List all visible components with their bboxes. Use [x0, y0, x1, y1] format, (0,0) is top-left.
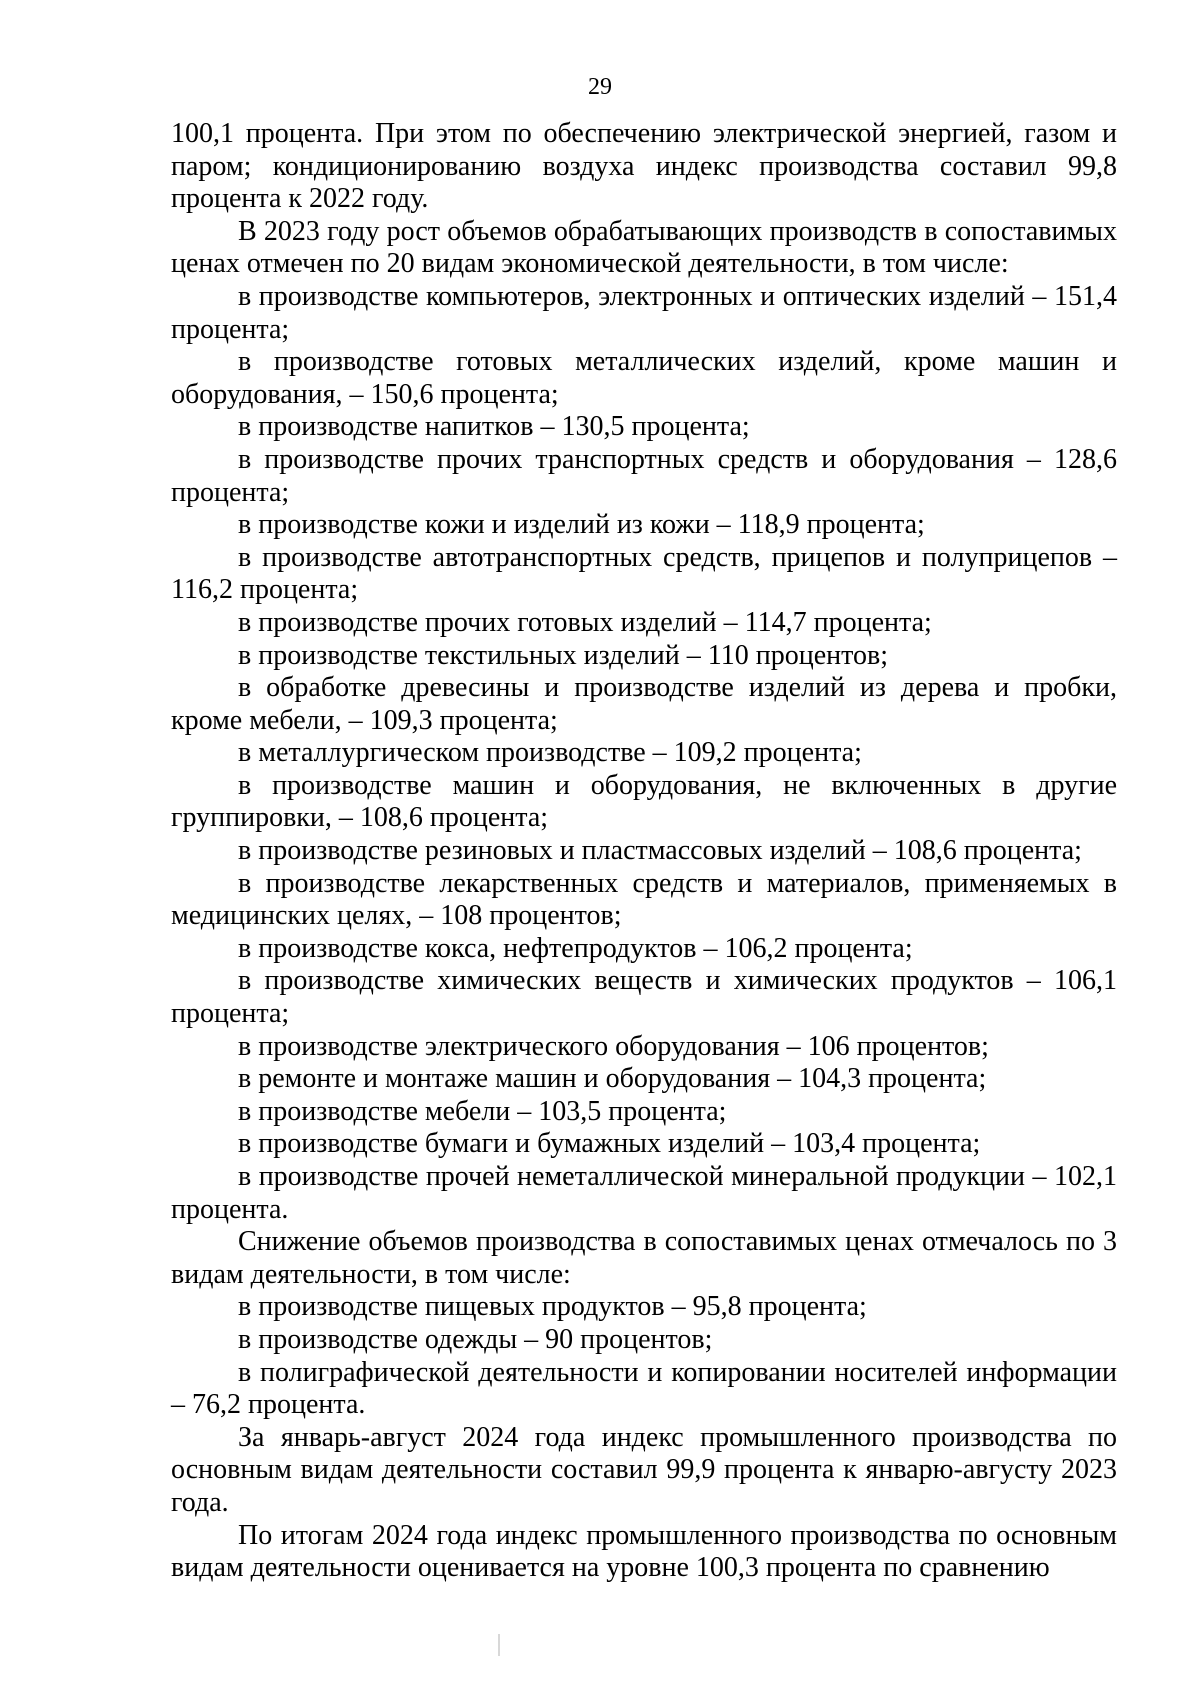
paragraph: По итогам 2024 года индекс промышленного производства по основным видам деятельности оценивается на уровне 100,3 процента по сравнению: [171, 1519, 1117, 1584]
document-body: [171, 118, 1117, 1585]
paragraph: в производстве лекарственных средств и материалов, применяемых в медицинских целях, – 108 процентов;: [171, 867, 1117, 932]
paragraph: Снижение объемов производства в сопоставимых ценах отмечалось по 3 видам деятельности, в том числе:: [171, 1226, 1117, 1290]
paragraph: 100,1 процента. При этом по обеспечению электрической энергией, газом и паром; кондиционированию воздуха индекс производства составил 99,8 процента к 2022 году.: [171, 118, 1117, 215]
paragraph: в металлургическом производстве – 109,2 процента;: [238, 737, 862, 769]
paragraph: в производстве прочих готовых изделий – 114,7 процента;: [238, 606, 932, 638]
page-number: 29: [588, 74, 612, 100]
paragraph: в производстве готовых металлических изделий, кроме машин и оборудования, – 150,6 процента;: [171, 346, 1117, 410]
paragraph: в ремонте и монтаже машин и оборудования – 104,3 процента;: [238, 1063, 987, 1095]
paragraph: в производстве электрического оборудования – 106 процентов;: [238, 1030, 989, 1062]
paragraph: в производстве кокса, нефтепродуктов – 106,2 процента;: [238, 932, 913, 964]
paragraph: в обработке древесины и производстве изделий из дерева и пробки, кроме мебели, – 109,3 процента;: [171, 672, 1117, 736]
paragraph: в производстве бумаги и бумажных изделий – 103,4 процента;: [238, 1128, 981, 1160]
paragraph: в производстве автотранспортных средств, прицепов и полуприцепов – 116,2 процента;: [171, 541, 1117, 606]
paragraph: в производстве пищевых продуктов – 95,8 процента;: [238, 1291, 867, 1323]
paragraph: в производстве мебели – 103,5 процента;: [238, 1095, 727, 1127]
scan-artifact: [498, 1634, 500, 1656]
paragraph: в производстве компьютеров, электронных и оптических изделий – 151,4 процента;: [171, 280, 1117, 345]
paragraph: в производстве машин и оборудования, не включенных в другие группировки, – 108,6 процента;: [171, 769, 1117, 834]
paragraph: За январь-август 2024 года индекс промышленного производства по основным видам деятельности составил 99,9 процента к январю-августу 2023 года.: [171, 1421, 1117, 1518]
paragraph: в производстве одежды – 90 процентов;: [238, 1323, 713, 1355]
paragraph: в производстве прочей неметаллической минеральной продукции – 102,1 процента.: [171, 1161, 1117, 1225]
paragraph: в производстве резиновых и пластмассовых изделий – 108,6 процента;: [238, 835, 1082, 867]
paragraph: в производстве напитков – 130,5 процента;: [238, 411, 750, 443]
paragraph: в производстве текстильных изделий – 110 процентов;: [238, 639, 888, 671]
paragraph: в производстве прочих транспортных средств и оборудования – 128,6 процента;: [171, 443, 1117, 508]
paragraph: в полиграфической деятельности и копировании носителей информации – 76,2 процента.: [171, 1356, 1117, 1421]
paragraph: в производстве химических веществ и химических продуктов – 106,1 процента;: [171, 965, 1117, 1030]
paragraph: в производстве кожи и изделий из кожи – 118,9 процента;: [238, 509, 925, 541]
paragraph: В 2023 году рост объемов обрабатывающих производств в сопоставимых ценах отмечен по 20 видам экономической деятельности, в том числе:: [171, 215, 1117, 280]
